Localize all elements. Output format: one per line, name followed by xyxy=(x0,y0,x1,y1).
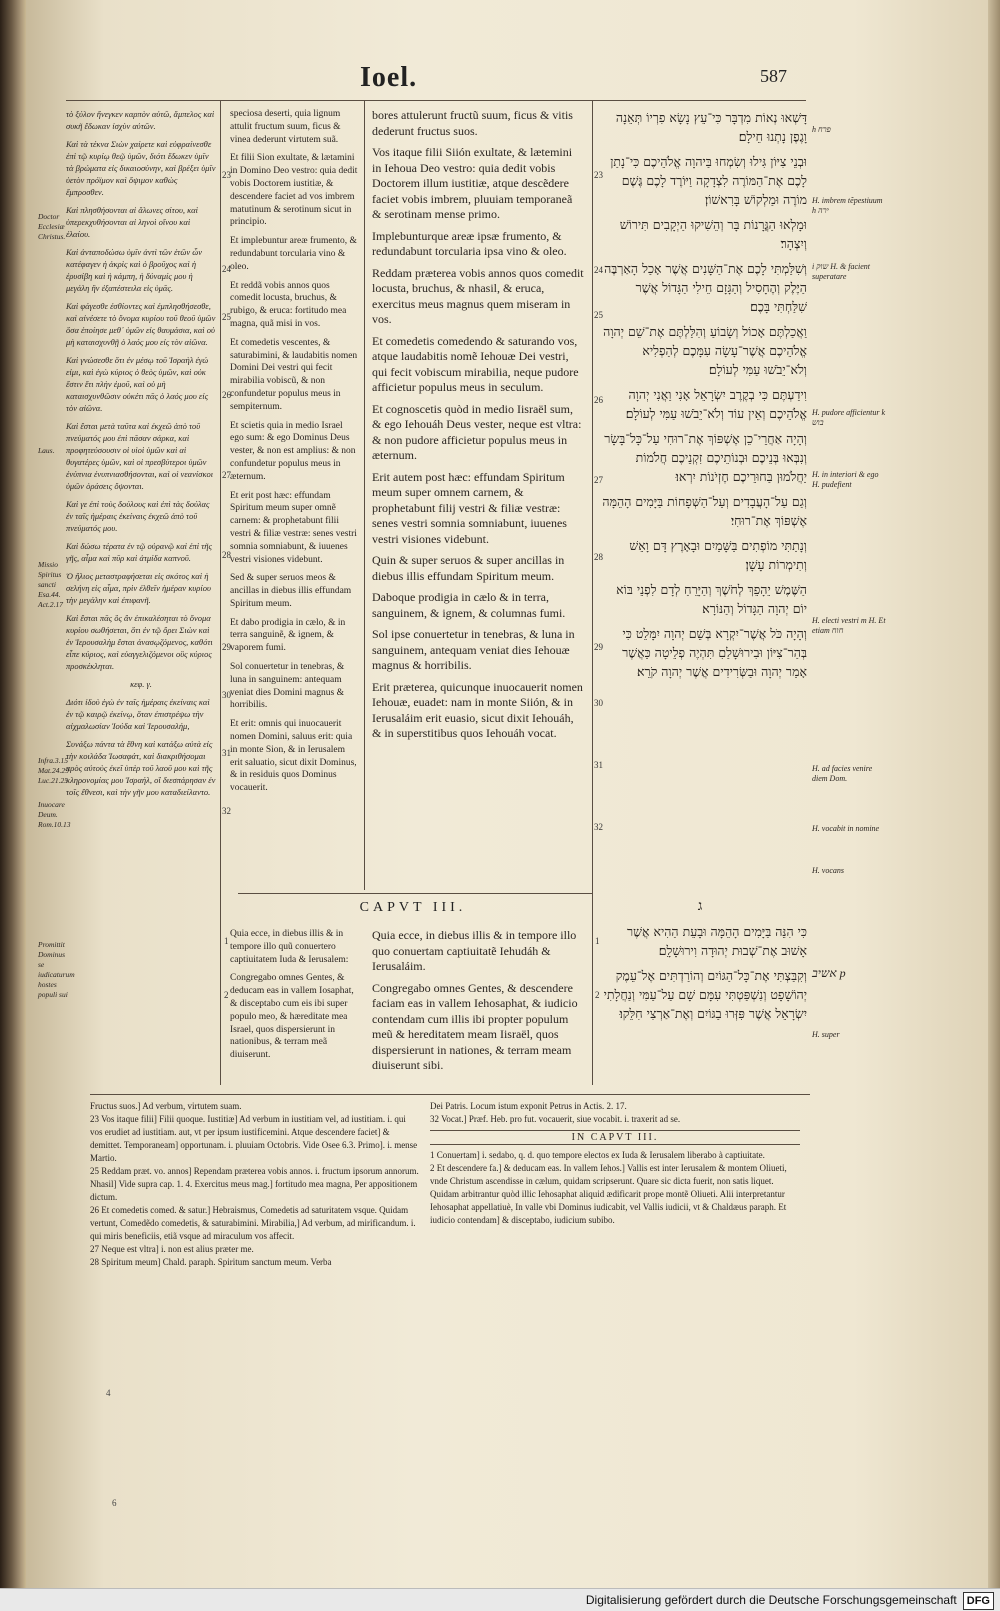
tremellius-verse: Daboque prodigia in cælo & in terra, sanguinem, & ignem, & columnas fumi. xyxy=(372,590,566,620)
annotation: 28 Spiritum meum] Chald. paraph. Spiritum sanctum meum. Verba xyxy=(90,1257,332,1267)
verse-number: 25 xyxy=(594,310,603,320)
hebrew-chapter-mark: ג xyxy=(697,898,703,914)
greek-verse: Καὶ τὰ τέκνα Σιὼν χαίρετε καὶ εὐφραίνεσθε ἐπὶ τῷ κυρίῳ θεῷ ὑμῶν, διότι ἔδωκεν ὑμῖν τὰ βρώματα εἰς δικαιοσύνην, καὶ βρέξει ὑμῖν ὑετὸν πρόϊμον καὶ ὄψιμον καθὼς ἔμπροσθεν. xyxy=(66,139,216,197)
column-rule xyxy=(364,100,365,890)
vulgate-verse: Quia ecce, in diebus illis & in tempore illo quũ conuertero captiuitatem Iuda & Ierusalem: xyxy=(230,929,349,965)
verse-number: 28 xyxy=(222,550,231,560)
verse-number: 32 xyxy=(222,806,231,816)
vulgate-verse: speciosa deserti, quia lignum attulit fructum suum, ficus & vinea dederunt virtutem suã. xyxy=(230,109,341,145)
tremellius-verse: Vos itaque filii Siión exultate, & lætemini in Iehoua Deo vestro: quia dedit vobis Doctorem illum iustitiæ, atque descẽdere faciet vobis imbrem, pluuiam temporaneã & serotinam mense primo. xyxy=(372,145,573,221)
greek-margin-note: Laus. xyxy=(38,446,55,455)
tremellius-verse: Reddam præterea vobis annos quos comedit locusta, bruchus, & nhasil, & eruca, exercitus meus magnus quem miseram in vos. xyxy=(372,265,584,326)
tremellius-verse: Quin & super seruos & super ancillas in diebus illis effundam Spiritum meum. xyxy=(372,553,565,583)
tremellius-verse: Sol ipse conuertetur in tenebras, & luna in sanguinem, antequam veniat dies Iehouæ magnus & horribilis. xyxy=(372,627,575,672)
greek-verse: Καὶ γε ἐπὶ τοὺς δούλους καὶ ἐπὶ τὰς δούλας ἐν ταῖς ἡμέραις ἐκείναις ἐκχεῶ ἀπὸ τοῦ πνεύματός μου. xyxy=(66,499,210,533)
vulgate-column xyxy=(230,108,358,888)
annotation: 25 Reddam præt. vo. annos] Rependam præterea vobis annos. i. fructum ipsorum annorum. Nhasil] Vide supra cap. 1. 4. Exercitus meus mag.] fortitudo mea magna, Per appositionem dictum. xyxy=(90,1166,419,1202)
greek-margin-note: Missio Spiritus sancti Esa.44. Act.2.17 xyxy=(38,560,63,609)
verse-number: 24 xyxy=(222,264,231,274)
hebrew-margin-note: H. ad facies venire diem Dom. xyxy=(812,764,873,783)
funding-credit: Digitalisierung gefördert durch die Deutsche Forschungsgemeinschaft xyxy=(585,1593,957,1607)
verse-number: 24 xyxy=(594,265,603,275)
hebrew-margin-note: H. in interiori & ego H. pudefient xyxy=(812,470,879,489)
greek-verse: Καὶ φάγεσθε ἐσθίοντες καὶ ἐμπλησθήσεσθε, καὶ αἰνέσετε τὸ ὄνομα κυρίου τοῦ θεοῦ ὑμῶν ὅσα ἐποίησε μεθ᾽ ὑμῶν εἰς θαυμάσια, καὶ οὐ μὴ καταισχυνθῇ ὁ λαός μου εἰς τὸν αἰῶνα. xyxy=(66,301,216,347)
greek-verse: Καὶ ἀνταποδώσω ὑμῖν ἀντὶ τῶν ἐτῶν ὧν κατέφαγεν ἡ ἀκρὶς καὶ ὁ βροῦχος καὶ ἡ ἐρυσίβη καὶ ἡ κάμπη, ἡ δύναμίς μου ἡ μεγάλη ἣν ἐξαπέστειλα εἰς ὑμᾶς. xyxy=(66,247,203,293)
vulgate-verse: Congregabo omnes Gentes, & deducam eas in vallem Iosaphat, & disceptabo cum eis ibi super populo meo, & hæreditate mea Israel, quos dispersierunt in nationibus, & terram meã diuiserunt. xyxy=(230,973,354,1061)
verse-number: 27 xyxy=(594,475,603,485)
verse-number: 1 xyxy=(595,936,600,946)
greek-verse: Ὁ ἥλιος μεταστραφήσεται εἰς σκότος καὶ ἡ σελήνη εἰς αἷμα, πρὶν ἐλθεῖν ἡμέραν κυρίου τὴν μεγάλην καὶ ἐπιφανῆ. xyxy=(66,571,211,605)
tremellius-chapter-3 xyxy=(372,928,584,1088)
hebrew-verse: וּבְנֵי צִיּוֹן גִּילוּ וְשִׂמְחוּ בַּיהוָה אֱלֹהֵיכֶם כִּי־נָתַן לָכֶם אֶת־הַמּוֹרֶה לִצְדָקָה וַיּוֹרֶד לָכֶם גֶּשֶׁם מוֹרֶה וּמַלְקוֹשׁ בָּרִאשׁוֹן׃ xyxy=(610,154,807,207)
page-edge xyxy=(988,0,1000,1611)
verse-number: 1 xyxy=(224,936,229,946)
verse-number: 29 xyxy=(222,642,231,652)
hebrew-column xyxy=(602,108,807,888)
vulgate-verse: Et comedetis vescentes, & saturabimini, & laudabitis nomen Domini Dei vestri qui fecit mirabilia vobiscũ, & non confundetur populus meus in sempiternum. xyxy=(230,337,358,412)
hebrew-margin-note: H. pudore afficientur k בוש xyxy=(812,408,886,427)
vulgate-verse: Et scietis quia in medio Israel ego sum: & ego Dominus Deus vester, & non est amplius: & non confundetur populus meus in æternum. xyxy=(230,420,356,482)
hebrew-verse: וְגַם עַל־הָעֲבָדִים וְעַל־הַשְּׁפָחוֹת בַּיָּמִים הָהֵמָּה אֶשְׁפּוֹךְ אֶת־רוּחִי׃ xyxy=(602,494,807,528)
verse-number: 23 xyxy=(594,170,603,180)
greek-verse: Διότι ἰδοὺ ἐγὼ ἐν ταῖς ἡμέραις ἐκείναις καὶ ἐν τῷ καιρῷ ἐκείνῳ, ὅταν ἐπιστρέψω τὴν αἰχμαλωσίαν Ἰούδα καὶ Ἱερουσαλήμ, xyxy=(66,697,210,731)
header-rule xyxy=(66,100,806,101)
hebrew-margin-note: H. super xyxy=(812,1030,840,1039)
verse-number: 30 xyxy=(594,698,603,708)
digitization-footer xyxy=(0,1588,1000,1611)
hebrew-margin-note: H. vocabit in nomine xyxy=(812,824,880,833)
verse-number: 28 xyxy=(594,552,603,562)
annotation: 32 Vocat.] Præf. Heb. pro fut. vocauerit, siue vocabit. i. traxerit ad se. xyxy=(430,1114,681,1124)
stray-mark: 6 xyxy=(112,1498,117,1508)
annotations-right xyxy=(430,1100,800,1300)
verse-number: 31 xyxy=(222,748,231,758)
verse-number: 25 xyxy=(222,312,231,322)
greek-chapter-mark: κεφ. γ. xyxy=(130,679,152,689)
vulgate-verse: Et erit: omnis qui inuocauerit nomen Domini, saluus erit: quia in monte Sion, & in Ierusalem erit saluatio, sicut dixit Dominus, & in residuis quos Dominus vocauerit. xyxy=(230,719,357,794)
tremellius-column xyxy=(372,108,584,893)
greek-verse: Καὶ γνώσεσθε ὅτι ἐν μέσῳ τοῦ Ἰσραὴλ ἐγώ εἰμι, καὶ ἐγὼ κύριος ὁ θεὸς ὑμῶν, καὶ οὐκ ἔστιν ἔτι πλὴν ἐμοῦ, καὶ οὐ μὴ καταισχυνθῶσιν οὐκέτι πᾶς ὁ λαός μου εἰς τὸν αἰῶνα. xyxy=(66,355,209,413)
hebrew-margin-note: i שוק H. & facient superatare xyxy=(812,262,871,281)
hebrew-verse: דָּשְׁאוּ נְאוֹת מִדְבָּר כִּי־עֵץ נָשָׂא פִרְיוֹ תְּאֵנָה וָגֶפֶן נָתְנוּ חֵילָם׃ xyxy=(615,110,807,144)
greek-margin-note: Promittit Dominus se iudicaturum hostes populi sui xyxy=(38,940,75,999)
annotation: Fructus suos.] Ad verbum, virtutem suam. xyxy=(90,1101,242,1111)
running-title: Ioel. xyxy=(360,62,418,93)
chapter-heading: CAPVT III. xyxy=(359,900,467,915)
greek-column xyxy=(66,108,216,1093)
greek-margin-note: Inuocare Deum. Rom.10.13 xyxy=(38,800,71,829)
vulgate-verse: Et implebuntur areæ frumento, & redundabunt torcularia vino & oleo. xyxy=(230,236,357,272)
verse-number: 26 xyxy=(222,390,231,400)
greek-verse: Συνάξω πάντα τὰ ἔθνη καὶ κατάξω αὐτὰ εἰς τὴν κοιλάδα Ἰωσαφάτ, καὶ διακριθήσομαι πρὸς αὐτοὺς ἐκεῖ ὑπὲρ τοῦ λαοῦ μου καὶ τῆς κληρονομίας μου Ἰσραήλ, οἳ διεσπάρησαν ἐν τοῖς ἔθνεσι, καὶ τὴν γῆν μου καταδιείλαντο. xyxy=(66,739,216,797)
hebrew-verse: הַשֶּׁמֶשׁ יֵהָפֵךְ לְחֹשֶׁךְ וְהַיָּרֵחַ לְדָם לִפְנֵי בּוֹא יוֹם יְהוָה הַגָּדוֹל וְהַנּוֹרָא׃ xyxy=(616,582,807,616)
hebrew-margin-note: H. electi vestri m H. Et etiam חוח xyxy=(812,616,886,635)
tremellius-verse: Et cognoscetis quòd in medio Iisraël sum, & ego Iehouáh Deus vester, neque est vltra: & non pudore afficietur populus meus in æternum. xyxy=(372,401,582,462)
dfg-logo: DFG xyxy=(963,1592,994,1610)
annotations-heading: IN CAPVT III. xyxy=(430,1130,800,1145)
vulgate-chapter-3 xyxy=(230,928,358,1083)
verse-number: 23 xyxy=(222,170,231,180)
greek-verse: τὸ ξύλον ἤνεγκεν καρπὸν αὐτῶ, ἄμπελος καὶ συκῆ ἔδωκαν ἰσχὺν αὐτῶν. xyxy=(66,109,215,131)
verse-number: 30 xyxy=(222,690,231,700)
hebrew-margin-note: H. vocans xyxy=(812,866,844,875)
greek-verse: Καὶ ἔσται πᾶς ὃς ἂν ἐπικαλέσηται τὸ ὄνομα κυρίου σωθήσεται, ὅτι ἐν τῷ ὄρει Σιὼν καὶ ἐν Ἰερουσαλὴμ ἔσται ἀνασῳζόμενος, καθότι εἶπε κύριος, καὶ εὐαγγελιζόμενοι οὓς κύριος προσκέκληται. xyxy=(66,613,213,671)
verse-number: 27 xyxy=(222,470,231,480)
hebrew-margin-note: h פרח xyxy=(812,125,831,134)
hebrew-verse: וְנָתַתִּי מוֹפְתִים בַּשָּׁמַיִם וּבָאָרֶץ דָּם וָאֵשׁ וְתִימְרוֹת עָשָׁן׃ xyxy=(629,538,807,572)
hebrew-verse: וְהָיָה אַחֲרֵי־כֵן אֶשְׁפּוֹךְ אֶת־רוּחִי עַל־כָּל־בָּשָׂר וְנִבְּאוּ בְּנֵיכֶם וּבְנוֹתֵיכֶם זִקְנֵיכֶם חֲלֹמוֹת יַחֲלֹמוּן בַּחוּרֵיכֶם חֶזְיֹנוֹת יִרְאוּ׃ xyxy=(604,431,807,484)
greek-margin-note: Doctor Ecclesiæ Christus. xyxy=(38,212,66,241)
annotation: 26 Et comedetis comed. & satur.] Hebraismus, Comedetis ad saturitatem vsque. Quidam vertunt, Comedẽdo comedetis, & saturabimini. Mirabilia,] Ad verbum, ad mirificandum. i. qui miris beneficiis, etiã vsque ad miraculum vos affecit. xyxy=(90,1205,416,1241)
verse-number: 26 xyxy=(594,395,603,405)
greek-verse: Καὶ ἔσται μετὰ ταῦτα καὶ ἐκχεῶ ἀπὸ τοῦ πνεύματός μου ἐπὶ πᾶσαν σάρκα, καὶ προφητεύσουσιν οἱ υἱοὶ ὑμῶν καὶ αἱ θυγατέρες ὑμῶν, καὶ οἱ πρεσβύτεροι ὑμῶν ἐνύπνια ἐνυπνιασθήσονται, καὶ οἱ νεανίσκοι ὑμῶν ὁράσεις ὄψονται. xyxy=(66,421,214,491)
vulgate-verse: Et filii Sion exultate, & lætamini in Domino Deo vestro: quia dedit vobis Doctorem iustitiæ, & descendere faciet ad vos imbrem matutinum & serotinum sicut in principio. xyxy=(230,153,358,228)
hebrew-verse: וּמָלְאוּ הַגֳּרָנוֹת בָּר וְהֵשִׁיקוּ הַיְקָבִים תִּירוֹשׁ וְיִצְהָר׃ xyxy=(619,217,807,251)
column-rule xyxy=(220,100,221,1085)
hebrew-chapter-3 xyxy=(602,922,807,1087)
vulgate-verse: Et reddã vobis annos quos comedit locusta, bruchus, & rubigo, & eruca: fortitudo mea magna, quã misi in vos. xyxy=(230,280,347,329)
annotation: 2 Et descendere fa.] & deducam eas. In vallem Iehos.] Vallis est inter Ierusalem & montem Oliueti, vnde Christum ascendisse in cælum, quidam scripserunt. Quare sic dicta fuerit, non satis liquet. Quidam arbitrantur quòd illic Iehosaphat aliquid ædificarit prope montẽ Oliueti. Alii interpretantur Iehosaphat appellatiuè, In valle vbi Dominus iudicabit, vel Vallis iudicii, vt & Chaldæus paraph. Et iudicio contendam] & disceptabo, iudicium subibo. xyxy=(430,1163,787,1225)
hebrew-verse: וַאֲכַלְתֶּם אָכוֹל וְשָׂבוֹעַ וְהִלַּלְתֶּם אֶת־שֵׁם יְהוָה אֱלֹהֵיכֶם אֲשֶׁר־עָשָׂה עִמָּכֶם לְהַפְלִיא וְלֹא־יֵבֹשׁוּ עַמִּי לְעוֹלָם׃ xyxy=(603,324,807,377)
verse-number: 29 xyxy=(594,642,603,652)
tremellius-verse: Erit præterea, quicunque inuocauerit nomen Iehouæ, euadet: nam in monte Siión, & in Ierusaláim erit euasio, sicut dixit Iehouáh, & in superstitibus quos Iehouáh vocat. xyxy=(372,679,583,740)
greek-verse: Καὶ πλησθήσονται αἱ ἅλωνες σίτου, καὶ ὑπερεκχυθήσονται αἱ ληνοὶ οἴνου καὶ ἐλαίου. xyxy=(66,205,199,239)
tremellius-verse: bores attulerunt fructũ suum, ficus & vitis dederunt fructus suos. xyxy=(372,108,573,138)
annotation: 23 Vos itaque filii] Filii quoque. Iustitiæ] Ad verbum in iustitiam vel, ad iustitiam. i. qui vos erudiet ad iustitiam. aut, vt per ipsum iustificemini. Atque descendere faciet] & demittet. Temporaneam] opportunam. i. pluuiam Octobris. Vide Osee 6.3. Primo]. i. mense Martio. xyxy=(90,1114,418,1163)
annotation: 1 Conuertam] i. sedabo, q. d. quo tempore electos ex Iuda & Ierusalem liberabo à captiuitate. xyxy=(430,1150,765,1160)
vulgate-verse: Sed & super seruos meos & ancillas in diebus illis effundam Spiritum meum. xyxy=(230,573,352,609)
hebrew-verse: וְשִׁלַּמְתִּי לָכֶם אֶת־הַשָּׁנִים אֲשֶׁר אָכַל הָאַרְבֶּה הַיֶּלֶק וְהֶחָסִיל וְהַגָּזָם חֵילִי הַגָּדוֹל אֲשֶׁר שִׁלַּחְתִּי בָּכֶם׃ xyxy=(604,261,807,314)
hebrew-verse: וִידַעְתֶּם כִּי בְקֶרֶב יִשְׂרָאֵל אָנִי וַאֲנִי יְהוָה אֱלֹהֵיכֶם וְאֵין עוֹד וְלֹא־יֵבֹשׁוּ עַמִּי לְעוֹלָם׃ xyxy=(625,387,807,421)
vulgate-verse: Et dabo prodigia in cælo, & in terra sanguinẽ, & ignem, & vaporem fumi. xyxy=(230,617,346,654)
stray-mark: 4 xyxy=(106,1388,111,1398)
greek-margin-note: Infra.3.15 Mat.24.29 Luc.21.25 xyxy=(38,756,69,785)
book-spine xyxy=(0,0,26,1611)
hebrew-verse: כִּי הִנֵּה בַּיָּמִים הָהֵמָּה וּבָעֵת הַהִיא אֲשֶׁר אָשׁוּב אֶת־שְׁבוּת יְהוּדָה וִירוּשָׁלִָם׃ xyxy=(626,924,807,958)
tremellius-verse: Implebunturque areæ ipsæ frumento, & redundabunt torcularia ipsa vino & oleo. xyxy=(372,228,567,258)
greek-verse: Καὶ δώσω τέρατα ἐν τῷ οὐρανῷ καὶ ἐπὶ τῆς γῆς, αἷμα καὶ πῦρ καὶ ἀτμίδα καπνοῦ. xyxy=(66,541,212,563)
tremellius-verse: Quia ecce, in diebus illis & in tempore illo quo conuertam captiuitatẽ Iehudáh & Ierusaláim. xyxy=(372,928,577,973)
verse-number: 32 xyxy=(594,822,603,832)
verse-number: 31 xyxy=(594,760,603,770)
vulgate-verse: Sol conuertetur in tenebras, & luna in sanguinem: antequam veniat dies Domini magnus & horribilis. xyxy=(230,662,345,711)
tremellius-verse: Congregabo omnes Gentes, & descendere faciam eas in vallem Iehosaphat, & iudicio contendam cum illis ibi propter populum meũ & hereditatem meam Iisraël, quos dispersierunt in nationes, & terram meam diuiserunt sibi. xyxy=(372,980,578,1072)
tremellius-verse: Erit autem post hæc: effundam Spiritum meum super omnem carnem, & prophetabunt filij vestri & filiæ vestræ: senes vestri somnia somniabunt, iuuenes vestri visiones videbunt. xyxy=(372,469,567,546)
notes-rule xyxy=(90,1094,810,1095)
annotations-left xyxy=(90,1100,420,1300)
hebrew-margin-note: H. imbrem tẽpestiuum h ירה xyxy=(812,196,883,215)
annotation: Dei Patris. Locum istum exponit Petrus in Actis. 2. 17. xyxy=(430,1101,627,1111)
vulgate-verse-numbers xyxy=(222,170,234,910)
annotation: 27 Neque est vltra] i. non est alius præter me. xyxy=(90,1244,254,1254)
vulgate-verse: Et erit post hæc: effundam Spiritum meum super omnẽ carnem: & prophetabunt filii vestri & filiæ vestræ: senes vestri somnia somniabunt, & iuuenes vestri visiones videbunt. xyxy=(230,490,357,565)
hebrew-margin-note: אשיב p xyxy=(812,966,846,980)
tremellius-verse: Et comedetis comedendo & saturando vos, atque laudabitis nomẽ Iehouæ Dei vestri, qui fecit vobiscum mirabilia, neque pudore afficietur populus meus in seculum. xyxy=(372,333,579,394)
chapter-rule xyxy=(238,893,592,894)
column-rule xyxy=(592,100,593,1085)
page-number: 587 xyxy=(760,66,787,86)
hebrew-verse: וְקִבַּצְתִּי אֶת־כָּל־הַגּוֹיִם וְהוֹרַדְתִּים אֶל־עֵמֶק יְהוֹשָׁפָט וְנִשְׁפַּטְתִּי עִמָּם שָׁם עַל־עַמִּי וְנַחֲלָתִי יִשְׂרָאֵל אֲשֶׁר פִּזְּרוּ בַגּוֹיִם וְאֶת־אַרְצִי חִלֵּקוּ׃ xyxy=(603,968,807,1021)
verse-number: 2 xyxy=(595,990,600,1000)
hebrew-verse: וְהָיָה כֹּל אֲשֶׁר־יִקְרָא בְּשֵׁם יְהוָה יִמָּלֵט כִּי בְּהַר־צִיּוֹן וּבִירוּשָׁלַםִ תִּהְיֶה פְלֵיטָה כַּאֲשֶׁר אָמַר יְהוָה וּבַשְּׂרִידִים אֲשֶׁר יְהוָה קֹרֵא׃ xyxy=(622,626,807,679)
verse-number: 2 xyxy=(224,990,229,1000)
